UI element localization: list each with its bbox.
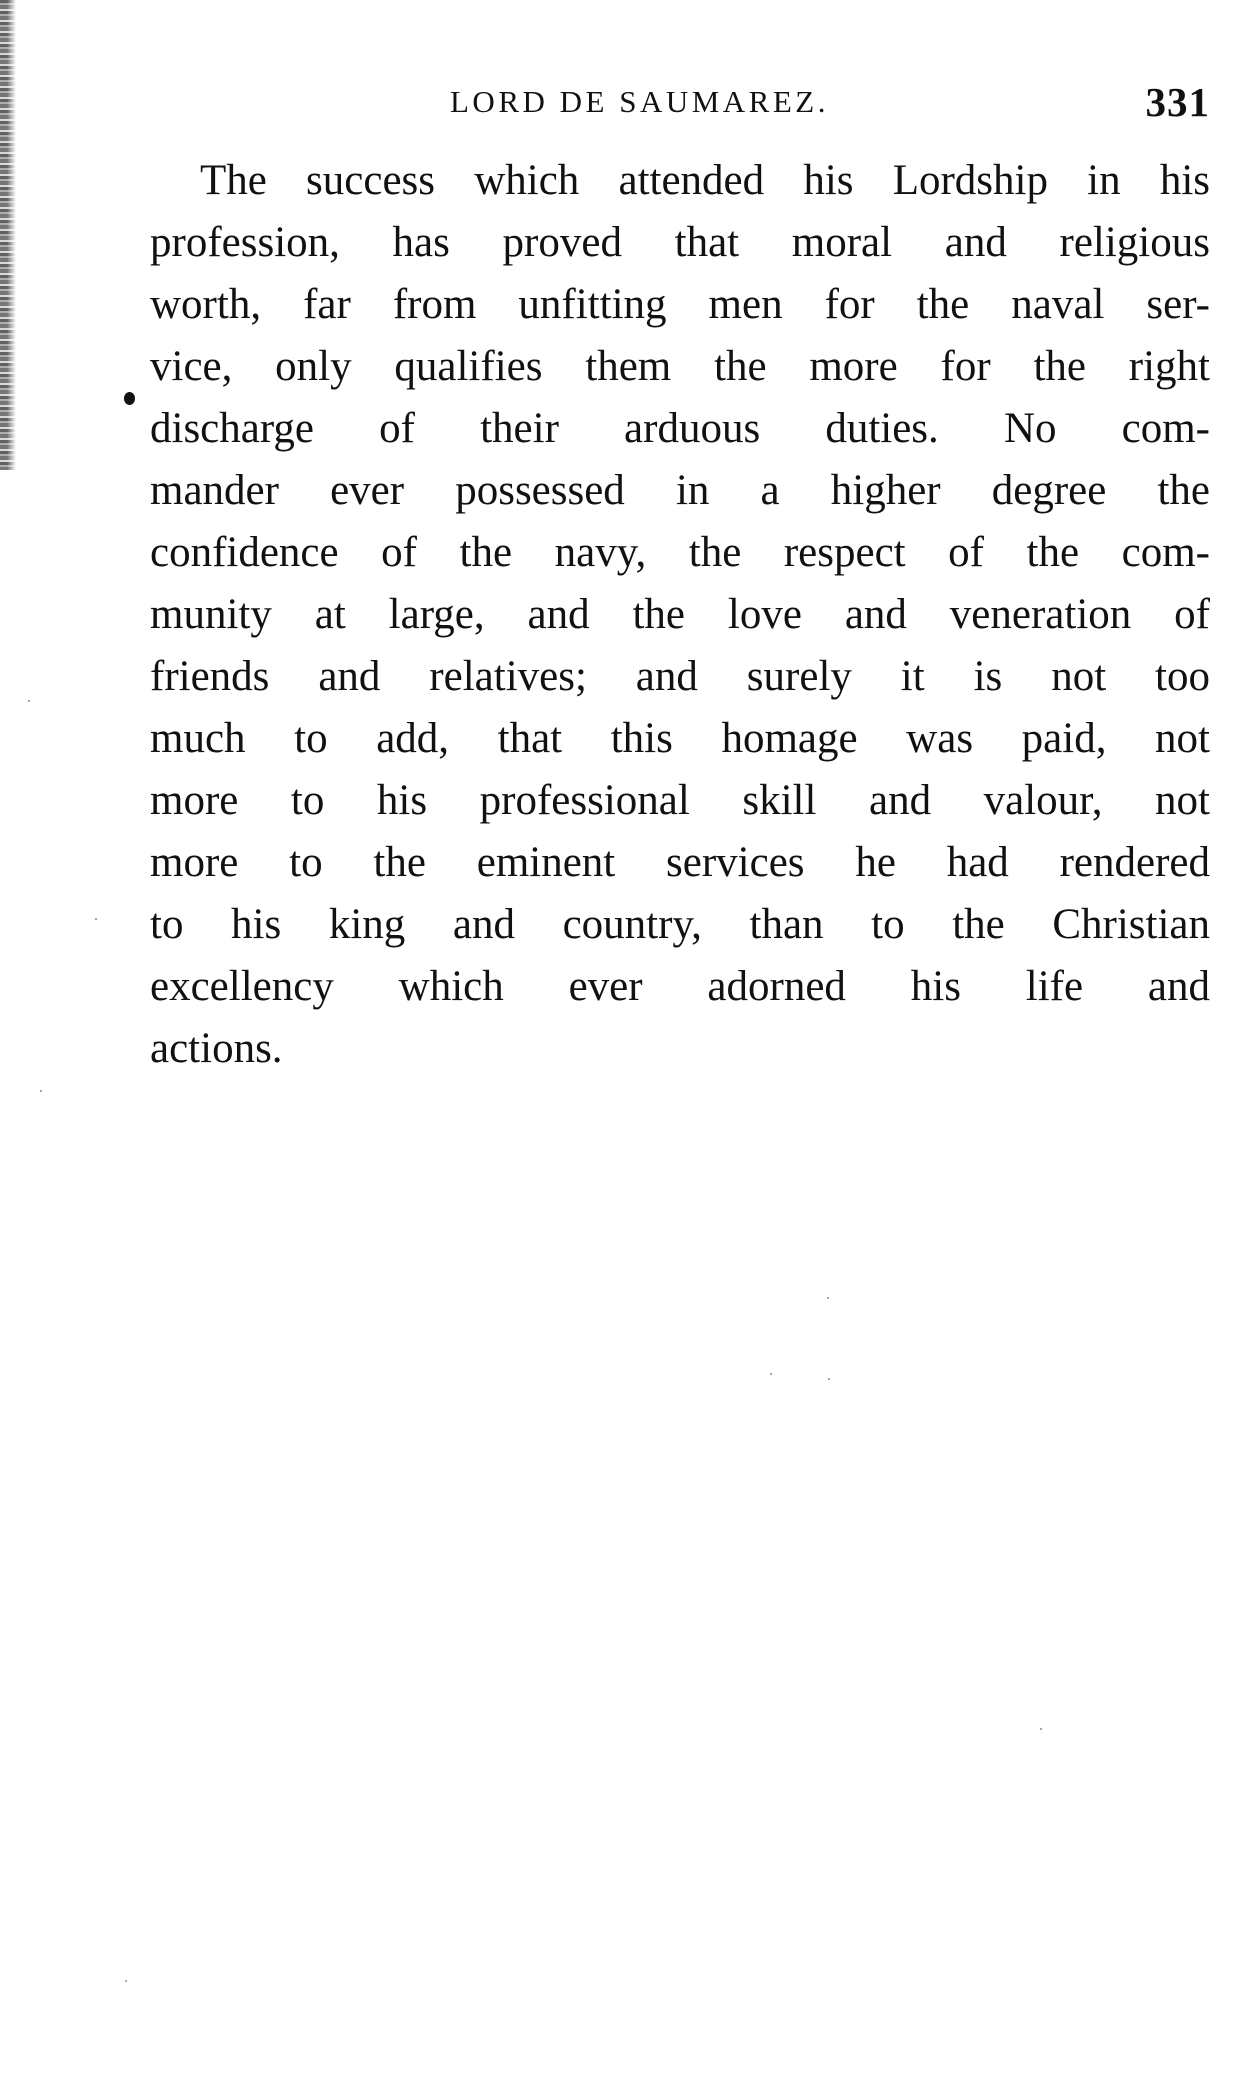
paper-speck [827,1297,829,1299]
paper-speck [1040,1728,1042,1730]
paper-speck [125,1980,127,1982]
text-line: vice, only qualifies them the more for the right [150,343,1210,390]
text-line: profession, has proved that moral and religious [150,219,1210,266]
text-line: discharge of their arduous duties. No com- [150,405,1210,452]
text-line: munity at large, and the love and veneration of [150,591,1210,638]
text-line: The success which attended his Lordship in his [200,157,1210,204]
text-line: excellency which ever adorned his life and [150,963,1210,1010]
text-line: worth, far from unfitting men for the naval ser- [150,281,1210,328]
paper-speck [95,918,97,920]
paper-speck [828,1378,830,1380]
text-line: more to the eminent services he had rendered [150,839,1210,886]
text-line: actions. [150,1025,283,1072]
paper-speck [770,1373,772,1375]
text-line: to his king and country, than to the Christian [150,901,1210,948]
running-head [150,78,1210,128]
text-line: more to his professional skill and valour, not [150,777,1210,824]
body-paragraph [150,150,1210,1080]
ink-spot-mark [124,392,135,405]
page-binding-edge [0,0,16,470]
text-line: confidence of the navy, the respect of the com- [150,529,1210,576]
text-line: mander ever possessed in a higher degree the [150,467,1210,514]
paper-speck [40,1090,42,1092]
text-line: friends and relatives; and surely it is not too [150,653,1210,700]
paper-speck [28,700,30,702]
page-number: 331 [1145,79,1210,125]
text-line: much to add, that this homage was paid, not [150,715,1210,762]
running-title: LORD DE SAUMAREZ. [450,84,829,119]
